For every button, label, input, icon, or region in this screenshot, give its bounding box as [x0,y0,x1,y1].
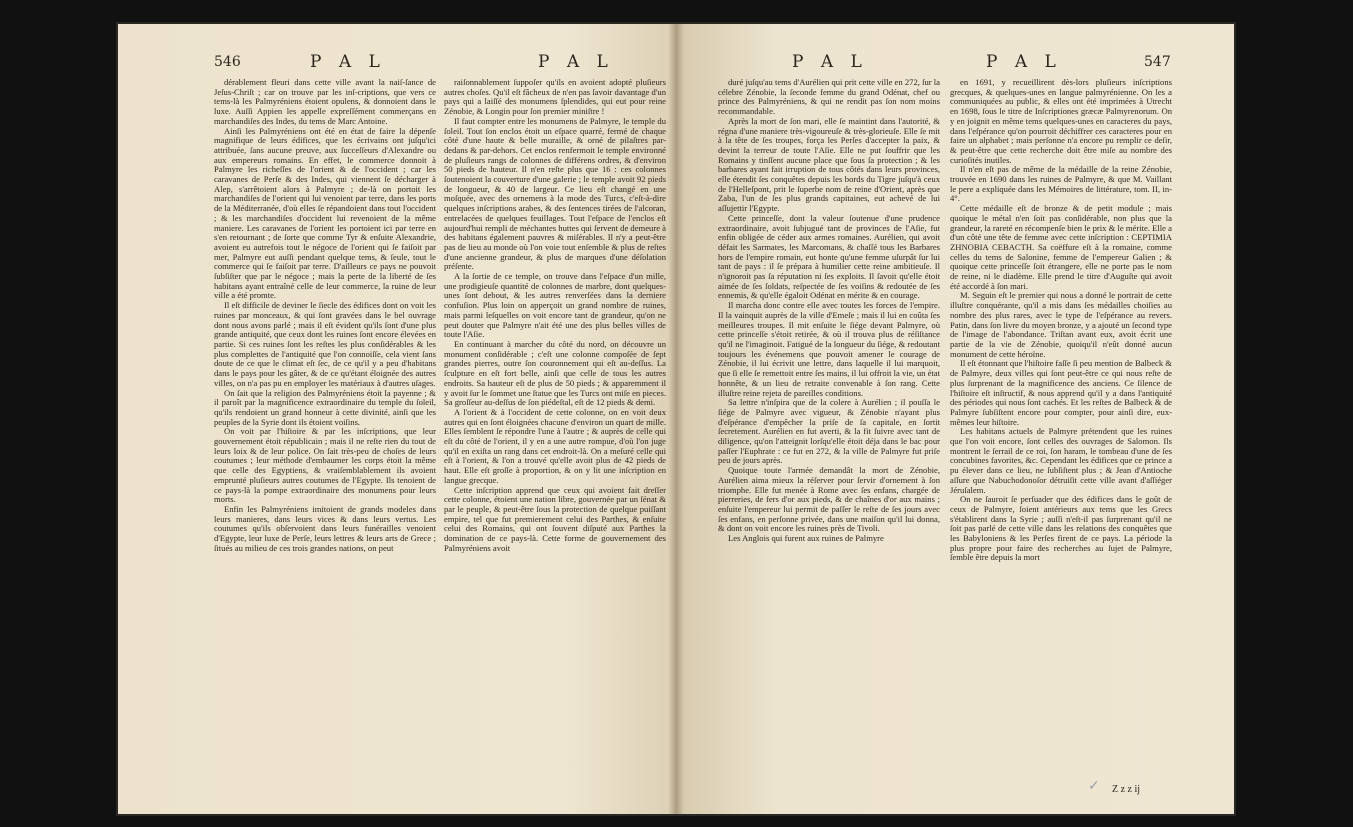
text-column-left-1 [214,78,436,553]
paragraph: Enfin les Palmyréniens imitoient de grands modeles dans leurs manieres, dans leurs vices & dans leurs vertus. Les coutumes qu'ils obſervoient dans leurs funérailles venoient d'Egypte, leur luxe de Perſe, leurs lettres & leurs arts de Grece ; ſitués au milieu de ces trois grandes nations, on peut [214,503,436,553]
page-number: 547 [1144,54,1171,70]
paragraph: Cette princeſſe, dont la valeur ſoutenue d'une prudence extraordinaire, avoit ſubjugué tant de provinces de l'Aſie, fut enfin obligée de céder aux armes romaines. Aurélien, qui avoit défait les Sarmates, les Marcomans, & chaſſé tous les Barbares hors de l'empire romain, eut honte qu'une femme uſurpât ſur lui tant de pays : il ſe prépara à humilier cette reine ambitieuſe. Il n'ignoroit pas ſa réputation ni ſes exploits. Il ſavoit qu'elle étoit aimée de ſes ſoldats, reſpectée de ſes voiſins & redoutée de ſes ennemis, & qu'elle égaloit Odénat en mérite & en courage. [718,212,940,301]
paragraph: Il faut compter entre les monumens de Palmyre, le temple du ſoleil. Tout ſon enclos étoit un eſpace quarré, fermé de chaque côté d'une haute & belle muraille, & orné de pilaſtres par-dedans & par-dehors. Cet enclos renfermoit le temple environné de pluſieurs rangs de colonnes de différens ordres, & d'environ 50 pieds de hauteur. Il n'en reſte plus que 16 : ces colonnes ſoutenoient la couverture d'une galerie ; le temple avoit 92 pieds de longueur, & 40 de largeur. Ce lieu eſt changé en une moſquée, avec des ornemens à la mode des Turcs, c'eſt-à-dire quelques inſcriptions arabes, & des ſentences tirées de l'alcoran, entrelacées de quelques feuillages. Tout l'eſpace de l'enclos eſt aujourd'hui rempli de méchantes huttes qui ſervent de demeure à des habitans également pauvres & miſérables. Il n'y a peut-être pas de lieu au monde où l'on voie tout enſemble & plus de reſtes d'une ancienne grandeur, & plus de marques d'une déſolation préſente. [444,115,666,272]
paragraph: A l'orient & à l'occident de cette colonne, on en voit deux autres qui en ſont éloignées chacune d'environ un quart de mille. Elles ſemblent ſe répondre l'une à l'autre ; & auprès de celle qui eſt du côté de l'orient, il y en a une autre rompue, d'où l'on juge qu'il en exiſta un rang dans cet endroit-là. On a meſuré celle qui eſt à l'orient, & l'on a trouvé qu'elle avoit plus de 42 pieds de haut. Elle eſt groſſe à proportion, & on y lit une inſcription en langue grecque. [444,406,666,485]
paragraph: Après la mort de ſon mari, elle ſe maintint dans l'autorité, & régna d'une maniere très-vigoureuſe & très-glorieuſe. Elle ſe mit à la tête de ſes troupes, força les Perſes d'accepter la paix, & devint la terreur de toute l'Aſie. Elle ne put ſouffrir que les Romains y tinſſent aucune place que ſous ſa protection ; & les barbares ayant fait irruption de tous côtés dans leurs provinces, elle étendit ſes conquêtes depuis les bords du Tigre juſqu'à ceux de l'Helleſpont, prit le ſuperbe nom de reine d'Orient, après que Zaba, l'un de ſes plus grands capitaines, eut achevé de lui aſſujettir l'Egypte. [718,115,940,214]
book-spread [118,24,1234,814]
text-column-right-1 [718,78,940,544]
paragraph: Il n'en eſt pas de même de la médaille de la reine Zénobie, trouvée en 1690 dans les ruines de Palmyre, & que M. Vaillant le pere a expliquée dans les Mémoires de littérature, tom. II, in-4°. [950,164,1172,204]
paragraph: dérablement fleuri dans cette ville avant la naiſ-ſance de Jeſus-Chriſt ; car on trouve par les inſ-criptions, que vers ce tems-là les Palmyréniens étoient opulens, & donnoient dans le luxe. Auſſi Appien les appelle expreſſément commerçans en marchandiſes des Indes, du tems de Marc Antoine. [214,77,436,126]
paragraph: raiſonnablement ſuppoſer qu'ils en avoient adopté pluſieurs autres choſes. Qu'il eſt fâcheux de n'en pas ſavoir davantage d'un pays qui a laiſſé des monumens ſplendides, qui eut pour reine Zénobie, & Longin pour ſon premier miniſtre ! [444,77,666,117]
paragraph: Les habitans actuels de Palmyre prétendent que les ruines que l'on voit encore, ſont celles des ouvrages de Salomon. Ils montrent le ſerrail de ce roi, ſon haram, le tombeau d'une de ſes concubines favorites, &c. Cependant les édifices que ce prince a pu élever dans ce lieu, ne ſubſiſtent plus ; & Jean d'Antioche aſſure que Nabuchodonoſor détruiſit cette ville avant d'aſſiéger Jéruſalem. [950,426,1172,495]
pencil-check-mark: ✓ [1088,778,1100,794]
paragraph: Quoique toute l'armée demandât la mort de Zénobie, Aurélien aima mieux la réſerver pour ſervir d'ornement à ſon triomphe. Elle fut menée à Rome avec ſes enfans, chargée de pierreries, de fers d'or aux pieds, & de chaînes d'or aux mains ; enſuite l'empereur lui permit de paſſer le reſte de ſes jours avec ſes enfans, en perſonne privée, dans une maiſon qu'il lui donna, & dont on voit encore les ruines près de Tivoli. [718,465,940,534]
paragraph: A la ſortie de ce temple, on trouve dans l'eſpace d'un mille, une prodigieuſe quantité de colonnes de marbre, dont quelques-unes ſont debout, & les autres renverſées dans la derniere confuſion. Plus loin on apperçoit un grand nombre de ruines, mais parmi leſquelles on voit encore tant de grandeur, qu'on ne peut douter que Palmyre n'ait été une des plus belles villes de toute l'Aſie. [444,271,666,340]
paragraph: Cette médaille eſt de bronze & de petit module ; mais quoique le métal n'en ſoit pas conſidérable, non plus que la grandeur, la rareté en récompenſe bien le prix & le mérite. Elle a d'un côté une tête de femme avec cette inſcription : CEPTIMIA ZHNOBIA CEBACTH. Sa coëffure eſt à la romaine, comme celles du tems de Salonine, femme de l'empereur Galien ; & quoique cette princeſſe ſoit étrangere, elle ne porte pas le nom de reine, ni le diadème. Elle prend le titre d'Auguſte qui avoit été accordé à ſon mari. [950,203,1172,291]
signature-mark: Z z z ij [1112,784,1141,795]
paragraph: duré juſqu'au tems d'Aurélien qui prit cette ville en 272, ſur la célebre Zénobie, la ſeconde femme du grand Odénat, chef ou prince des Palmyréniens, & qui ne rendit pas ſon nom moins recommandable. [718,77,940,117]
paragraph: Cette inſcription apprend que ceux qui avoient fait dreſſer cette colonne, étoient une nation libre, gouvernée par un ſénat & par le peuple, & peut-être ſous la protection de quelque puiſſant empire, tel que fut premierement celui des Parthes, & enſuite celui des Romains, qui ont ſouvent diſputé aux Parthes la domination de ce pays-là. Cette forme de gouvernement des Palmyréniens avoit [444,484,666,553]
running-head-repeat: P A L [986,52,1062,72]
paragraph: Il eſt étonnant que l'hiſtoire faſſe ſi peu mention de Balbeck & de Palmyre, deux villes qui ſont peut-être ce qui nous reſte de plus ſurprenant de la magnificence des anciens. Ce ſilence de l'hiſtoire eſt inſtructif, & nous apprend qu'il y a dans l'antiquité des périodes qui nous ſont cachés. Et les reſtes de Balbeck & de Palmyre ſubſiſtent encore pour compter, pour ainſi dire, eux-mêmes leur hiſtoire. [950,358,1172,427]
running-head: P A L [792,52,868,72]
running-head: P A L [310,52,386,72]
paragraph: M. Seguin eſt le premier qui nous a donné le portrait de cette illuſtre conquérante, qu'il a mis dans ſes médailles choiſies au nombre des plus rares, avec le type de l'eſpérance au revers. Patin, dans ſon livre du moyen bronze, y a ajouté un ſecond type de l'image de l'abondance. Triſtan avant eux, avoit écrit une partie de la vie de Zénobie, quoiqu'il n'eût donné aucun monument de cette héroïne. [950,290,1172,359]
paragraph: Ainſi les Palmyréniens ont été en état de faire la dépenſe magnifique de leurs édifices, que les écrivains ont juſqu'ici attribuée, ſans aucune preuve, aux ſucceſſeurs d'Alexandre ou aux empereurs romains. En effet, le commerce donnoit à Palmyre les richeſſes de l'orient & de l'occident ; car les caravanes de Perſe & des Indes, qui viennent ſe décharger à Alep, s'arrêtoient alors à Palmyre ; de-là on portoit les marchandiſes de l'orient qui lui venoient par terre, dans les ports de la Méditerranée, d'où elles ſe répandoient dans tout l'occident ; & les marchandiſes d'occident lui revenoient de la même maniere. Les caravanes de l'orient les portoient ici par terre en s'en retournant ; de ſorte que comme Tyr & enſuite Alexandrie, avoient eu autrefois tout le négoce de l'orient qui ſe faiſoit par mer, Palmyre eut auſſi pendant quelque tems, & ſeule, tout le commerce qui ſe faiſoit par terre. D'ailleurs ce pays ne pouvoit ſubſiſter que par le négoce ; mais la perte de la liberté de ſes habitans ayant entraîné celle de leur commerce, la ruine de leur ville a été promte. [214,125,436,301]
paragraph: On ne ſauroit ſe perſuader que des édifices dans le goût de ceux de Palmyre, ſoient antérieurs aux tems que les Grecs s'établirent dans la Syrie ; auſſi n'eſt-il pas ſurprenant qu'il ne ſoit pas parlé de cette ville dans les relations des conquêtes que les Babyloniens & les Perſes firent de ce pays. La période la plus propre pour faire des recherches au ſujet de Palmyre, ſemble être depuis la mort [950,494,1172,563]
paragraph: En continuant à marcher du côté du nord, on découvre un monument conſidérable ; c'eſt une colonne compoſée de ſept grandes pierres, outre ſon couronnement qui eſt au-deſſus. La ſculpture en eſt fort belle, ainſi que celle de tous les autres endroits. Sa hauteur eſt de plus de 50 pieds ; & apparemment il y avoit ſur le ſommet une ſtatue que les Turcs ont miſe en pieces. Sa groſſeur au-deſſus de ſon piédeſtal, eſt de 12 pieds & demi. [444,338,666,408]
paragraph: Il eſt difficile de deviner le ſiecle des édifices dont on voit les ruines par monceaux, & qui ſont gravées dans le bel ouvrage dont nous avons parlé ; mais il eſt évident qu'ils ſont d'une plus grande antiquité, que ceux dont les ruines ſont encore élevées en partie. Si ces ruines ſont les reſtes les plus conſidérables & les plus complettes de l'antiquité que l'on connoiſſe, cela vient ſans doute de ce que le climat eſt ſec, de ce qu'il y a peu d'habitans dans le pays pour les gâter, & de ce qu'étant éloignée des autres villes, on n'a pas pu en employer les matériaux à d'autres uſages. [214,300,436,388]
paragraph: On voit par l'hiſtoire & par les inſcriptions, que leur gouvernement étoit républicain ; mais il ne reſte rien du tout de leurs loix & de leur police. On ſait très-peu de choſes de leurs coutumes ; leur méthode d'embaumer les corps étoit la même que celle des Egyptiens, & vraiſemblablement ils avoient emprunté pluſieurs autres coutumes de l'Egypte. Ils tenoient de ce pays-là la pompe extraordinaire des monumens pour leurs morts. [214,426,436,505]
book-gutter [668,24,684,814]
paragraph: On ſait que la religion des Palmyréniens étoit la payenne ; & il paroît par la magnificence extraordinaire du temple du ſoleil, qu'ils rendoient un grand honneur à cette divinité, ainſi que les peuples de la Syrie dont ils étoient voiſins. [214,387,436,427]
text-column-right-2 [950,78,1172,563]
paragraph: Les Anglois qui furent aux ruines de Palmyre [728,533,884,544]
paragraph: Sa lettre n'inſpira que de la colere à Aurélien ; il pouſſa le ſiége de Palmyre avec vigueur, & Zénobie n'ayant plus d'eſpérance d'empêcher la priſe de ſa capitale, en ſortit ſecretement. Aurélien en fut averti, & la fit ſuivre avec tant de diligence, qu'on l'atteignit lorſqu'elle étoit déja dans le bac pour paſſer l'Euphrate : ce fut en 272, & la ville de Palmyre fut priſe peu de jours après. [718,397,940,466]
paragraph: en 1691, y recueillirent dès-lors pluſieurs inſcriptions grecques, & quelques-unes en langue palmyrénienne. On les a communiquées au public, & elles ont été imprimées à Utrecht en 1698, ſous le titre de Inſcriptiones græcæ Palmyrenorum. On y en joignit en même tems quelques-unes en caracteres du pays, dans l'eſpérance qu'on pourroit déchiffrer ces caracteres pour en faire un alphabet ; mais perſonne n'a encore pu remplir ce deſir, & peut-être que cette recherche doit être miſe au nombre des curioſités inutiles. [950,77,1172,165]
right-page [676,24,1234,814]
page-number: 546 [214,54,241,70]
running-head-repeat: P A L [538,52,614,72]
paragraph: Il marcha donc contre elle avec toutes les forces de l'empire. Il la vainquit auprès de la ville d'Emeſe ; mais il lui en coûta ſes meilleures troupes. Il mit enſuite le ſiége devant Palmyre, où cette princeſſe s'étoit retirée, & où il trouva plus de réſiſtance qu'il ne l'imaginoit. Fatigué de la longueur du ſiége, & redoutant toujours les événemens que pouvoit amener le courage de Zénobie, il lui écrivit une lettre, dans laquelle il lui marquoit, que ſi elle ſe remettoit entre ſes mains, il lui offroit la vie, un état honnête, & un lieu de retraite convenable à ſon rang. Cette illuſtre reine rejeta de pareilles conditions. [718,300,940,398]
text-column-left-2 [444,78,666,553]
left-page [118,24,676,814]
